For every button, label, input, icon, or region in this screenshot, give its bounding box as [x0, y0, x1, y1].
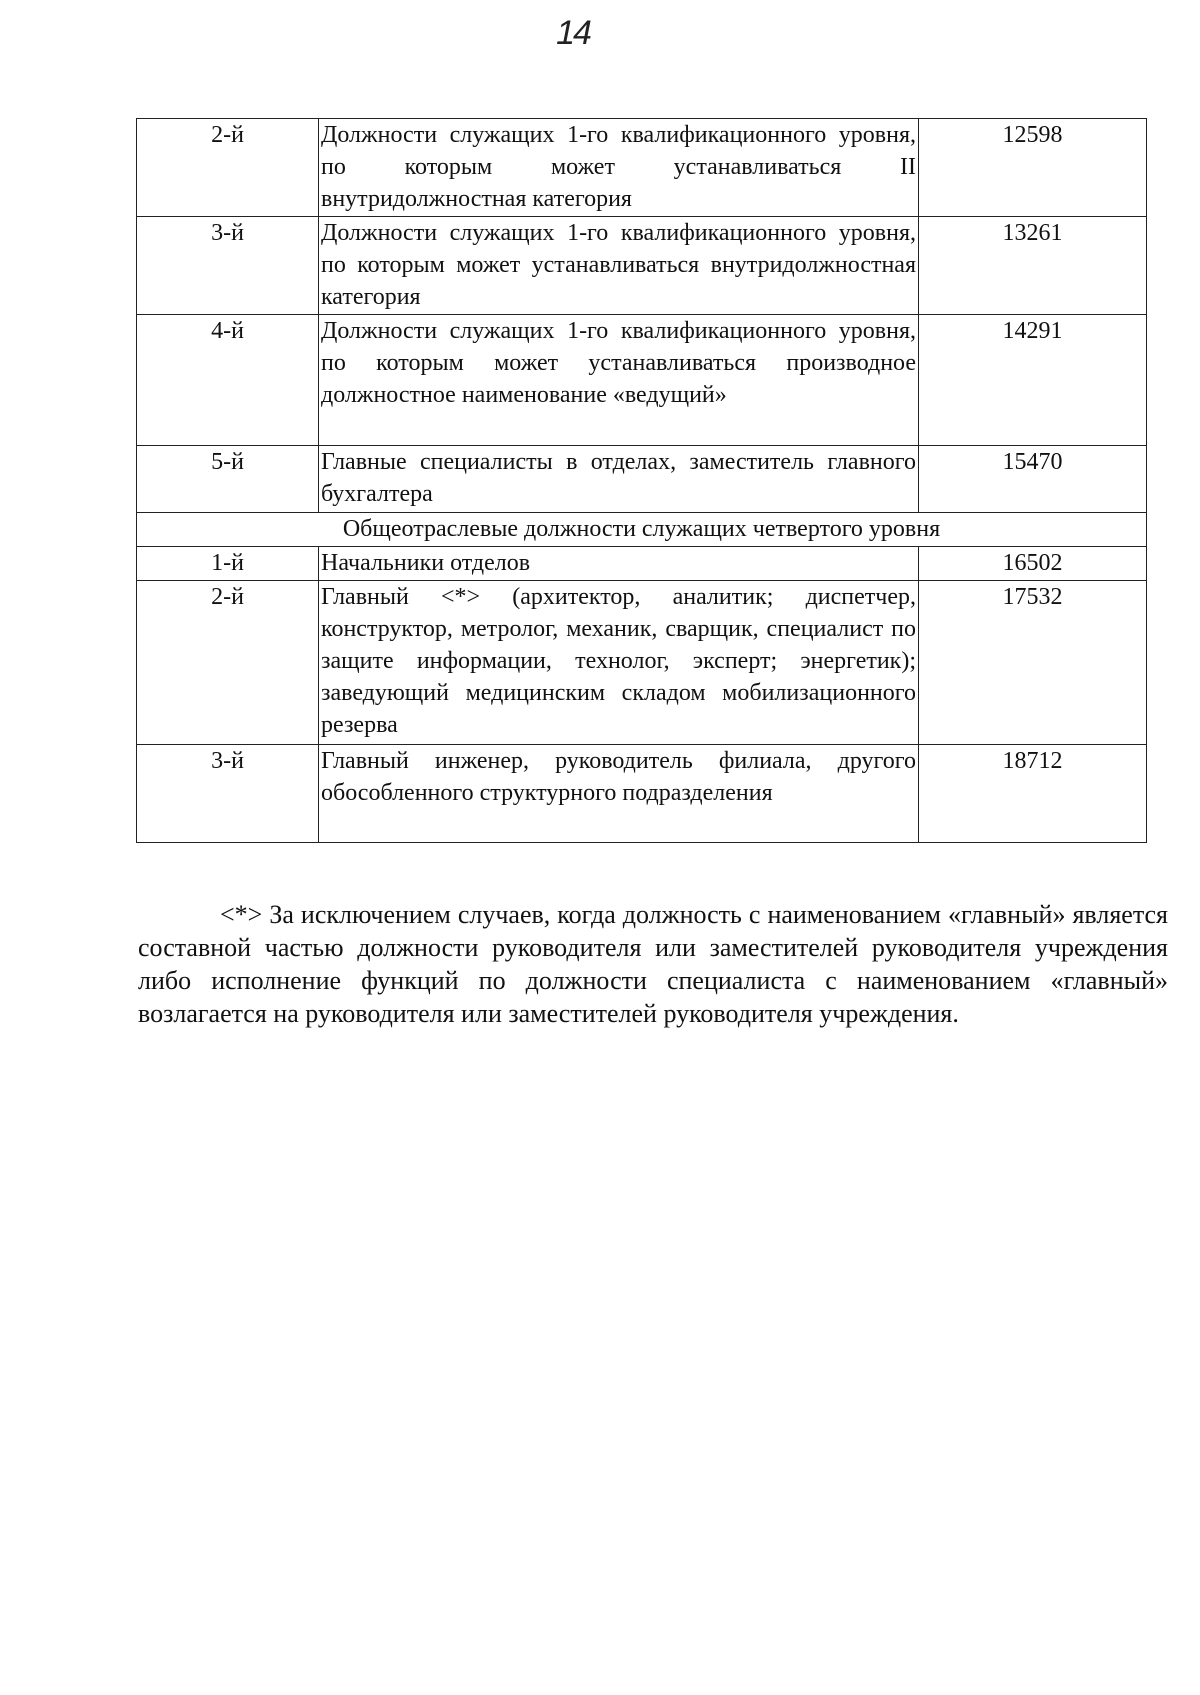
- description-cell: Главный инженер, руководитель филиала, другого обособленного структурного подразделения: [319, 745, 919, 843]
- salary-cell: 13261: [919, 217, 1147, 315]
- table-row: [137, 315, 1147, 446]
- level-cell: 3-й: [137, 745, 319, 843]
- table-row: [137, 119, 1147, 217]
- table-row: [137, 217, 1147, 315]
- description-cell: Должности служащих 1-го квалификационного уровня, по которым может устанавливаться II внутридолжностная категория: [319, 119, 919, 217]
- group-header: Общеотраслевые должности служащих четвертого уровня: [137, 513, 1147, 547]
- salary-cell: 17532: [919, 581, 1147, 745]
- level-cell: 4-й: [137, 315, 319, 446]
- group-header-row: [137, 513, 1147, 547]
- table-row: [137, 581, 1147, 745]
- table-row: [137, 745, 1147, 843]
- table-row: [137, 446, 1147, 513]
- salary-cell: 12598: [919, 119, 1147, 217]
- description-cell: Начальники отделов: [319, 547, 919, 581]
- level-cell: 2-й: [137, 581, 319, 745]
- table-row: [137, 547, 1147, 581]
- salary-cell: 15470: [919, 446, 1147, 513]
- description-cell: Главный <*> (архитектор, аналитик; диспетчер, конструктор, метролог, механик, сварщик, специалист по защите информации, технолог, эксперт; энергетик); заведующий медицинским складом мобилизационного резерва: [319, 581, 919, 745]
- description-cell: Должности служащих 1-го квалификационного уровня, по которым может устанавливаться внутридолжностная категория: [319, 217, 919, 315]
- salary-cell: 16502: [919, 547, 1147, 581]
- footnote: <*> За исключением случаев, когда должность с наименованием «главный» является составной частью должности руководителя или заместителей руководителя учреждения либо исполнение функций по должности специалиста с наименованием «главный» возлагается на руководителя или заместителей руководителя учреждения.: [138, 900, 1168, 1028]
- level-cell: 1-й: [137, 547, 319, 581]
- salary-cell: 18712: [919, 745, 1147, 843]
- page-number: 14: [556, 14, 590, 52]
- description-cell: Должности служащих 1-го квалификационного уровня, по которым может устанавливаться производное должностное наименование «ведущий»: [319, 315, 919, 446]
- level-cell: 3-й: [137, 217, 319, 315]
- level-cell: 2-й: [137, 119, 319, 217]
- salary-cell: 14291: [919, 315, 1147, 446]
- description-cell: Главные специалисты в отделах, заместитель главного бухгалтера: [319, 446, 919, 513]
- level-cell: 5-й: [137, 446, 319, 513]
- salary-table: [136, 118, 1147, 843]
